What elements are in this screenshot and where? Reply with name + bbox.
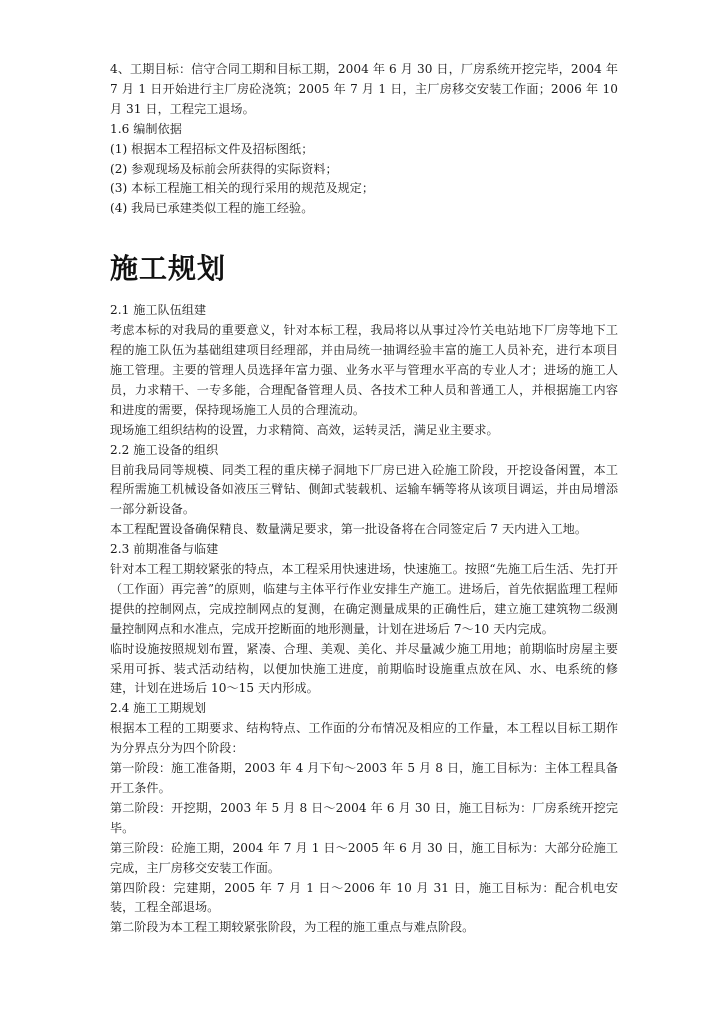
phase-2-paragraph: 第二阶段：开挖期，2003 年 5 月 8 日～2004 年 6 月 30 日，施工目标为：厂房系统开挖完毕。: [110, 800, 618, 835]
spacer: [110, 289, 618, 301]
section-heading-schedule: 2.4 施工工期规划: [110, 701, 207, 716]
equipment-paragraph: 目前我局同等规模、同类工程的重庆梯子洞地下厂房已进入砼施工阶段，开挖设备闲置，本工程所需施工机械设备如液压三臂钻、侧卸式装载机、运输车辆等将从该项目调运，并由局增添一部分新设备。: [110, 462, 618, 517]
preparation-paragraph: 针对本工程工期较紧张的特点，本工程采用快速进场，快速施工。按照“先施工后生活、先打开（工作面）再完善”的原则，临建与主体平行作业安排生产施工。进场后，首先依据监理工程师提供的控制网点，完成控制网点的复测，在确定测量成果的正确性后，建立施工建筑物二级测量控制网点和水准点，完成开挖断面的地形测量，计划在进场后 7～10 天内完成。: [110, 562, 618, 636]
basis-item-4: (4) 我局已承建类似工程的施工经验。: [110, 201, 314, 216]
temporary-facilities-paragraph: 临时设施按照规划布置，紧凑、合理、美观、美化、并尽量减少施工用地；前期临时房屋主要采用可拆、装式活动结构，以便加快施工进度，前期临时设施重点放在风、水、电系统的修建，计划在进场后 10～15 天内形成。: [110, 641, 618, 696]
schedule-intro-paragraph: 根据本工程的工期要求、结构特点、工作面的分布情况及相应的工作量，本工程以目标工期作为分界点分为四个阶段：: [110, 721, 618, 756]
basis-item-2: (2) 参观现场及标前会所获得的实际资料；: [110, 161, 338, 176]
document-page: [110, 60, 618, 938]
spacer: [110, 219, 618, 249]
basis-item-3: (3) 本标工程施工相关的现行采用的规范及规定；: [110, 181, 375, 196]
section-heading-preparation: 2.3 前期准备与临建: [110, 542, 219, 557]
critical-phase-paragraph: 第二阶段为本工程工期较紧张阶段，为工程的施工重点与难点阶段。: [110, 920, 475, 935]
schedule-goal-paragraph: 4、工期目标：信守合同工期和目标工期，2004 年 6 月 30 日，厂房系统开挖完毕，2004 年 7 月 1 日开始进行主厂房砼浇筑；2005 年 7 月 1 日，主厂房移交安装工作面；2006 年 10 月 31 日，工程完工退场。: [110, 62, 618, 116]
section-heading-basis: 1.6 编制依据: [110, 121, 182, 136]
section-heading-equipment: 2.2 施工设备的组织: [110, 442, 219, 457]
section-heading-team: 2.1 施工队伍组建: [110, 303, 207, 318]
chapter-title: 施工规划: [110, 252, 227, 286]
team-paragraph: 考虑本标的对我局的重要意义，针对本标工程，我局将以从事过冷竹关电站地下厂房等地下工程的施工队伍为基础组建项目经理部，并由局统一抽调经验丰富的施工人员补充，进行本项目施工管理。主要的管理人员选择年富力强、业务水平与管理水平高的专业人才；进场的施工人员，力求精干、一专多能，合理配备管理人员、各技术工种人员和普通工人，并根据施工内容和进度的需要，保持现场施工人员的合理流动。: [110, 323, 618, 417]
basis-item-1: (1) 根据本工程招标文件及招标图纸；: [110, 141, 314, 156]
phase-3-paragraph: 第三阶段：砼施工期，2004 年 7 月 1 日～2005 年 6 月 30 日，施工目标为：大部分砼施工完成，主厂房移交安装工作面。: [110, 840, 618, 875]
equipment-delivery-paragraph: 本工程配置设备确保精良、数量满足要求，第一批设备将在合同签定后 7 天内进入工地。: [110, 522, 587, 537]
org-structure-paragraph: 现场施工组织结构的设置，力求精简、高效，运转灵活，满足业主要求。: [110, 422, 499, 437]
phase-4-paragraph: 第四阶段：完建期，2005 年 7 月 1 日～2006 年 10 月 31 日，施工目标为：配合机电安装，工程全部退场。: [110, 880, 618, 915]
phase-1-paragraph: 第一阶段：施工准备期，2003 年 4 月下旬～2003 年 5 月 8 日，施工目标为：主体工程具备开工条件。: [110, 761, 618, 795]
